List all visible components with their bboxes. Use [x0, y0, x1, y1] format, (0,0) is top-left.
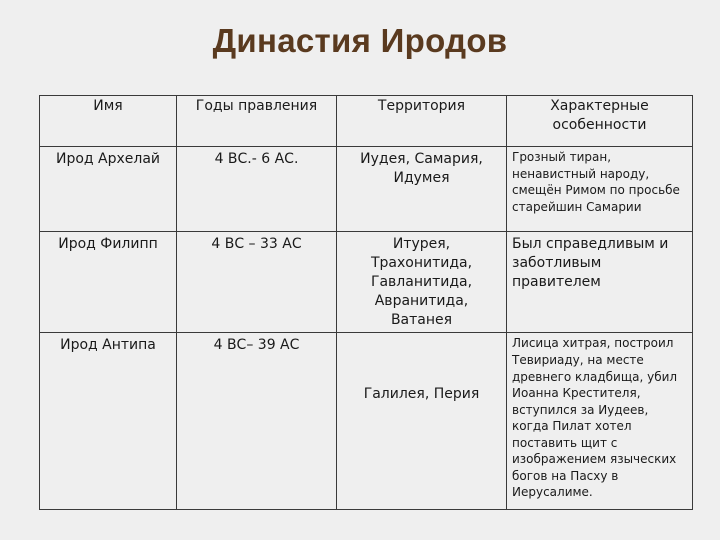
- cell-years: 4 ВС – 33 АС: [177, 232, 337, 333]
- table-header-row: [40, 96, 693, 147]
- cell-name: Ирод Филипп: [40, 232, 177, 333]
- table-row: [40, 333, 693, 510]
- cell-features: Лисица хитрая, построил Тевириаду, на месте древнего кладбища, убил Иоанна Крестителя, вступился за Иудеев, когда Пилат хотел поставить щит с изображением языческих богов на Пасху в Иерусалиме.: [507, 333, 693, 510]
- cell-territory: Галилея, Перия: [337, 333, 507, 510]
- cell-name: Ирод Архелай: [40, 147, 177, 232]
- herod-dynasty-table: [39, 95, 693, 510]
- header-cell-features: Характерные особенности: [507, 96, 693, 147]
- cell-years: 4 ВС– 39 АС: [177, 333, 337, 510]
- cell-features: Грозный тиран, ненавистный народу, смещён Римом по просьбе старейшин Самарии: [507, 147, 693, 232]
- cell-features: Был справедливым и заботливым правителем: [507, 232, 693, 333]
- header-cell-years: Годы правления: [177, 96, 337, 147]
- table-row: [40, 232, 693, 333]
- cell-territory: Итурея, Трахонитида, Гавланитида, Авранитида, Ватанея: [337, 232, 507, 333]
- cell-name: Ирод Антипа: [40, 333, 177, 510]
- cell-territory: Иудея, Самария, Идумея: [337, 147, 507, 232]
- table-row: [40, 147, 693, 232]
- header-cell-territory: Территория: [337, 96, 507, 147]
- page-title: Династия Иродов: [212, 22, 508, 59]
- header-cell-name: Имя: [40, 96, 177, 147]
- cell-years: 4 ВС.- 6 АС.: [177, 147, 337, 232]
